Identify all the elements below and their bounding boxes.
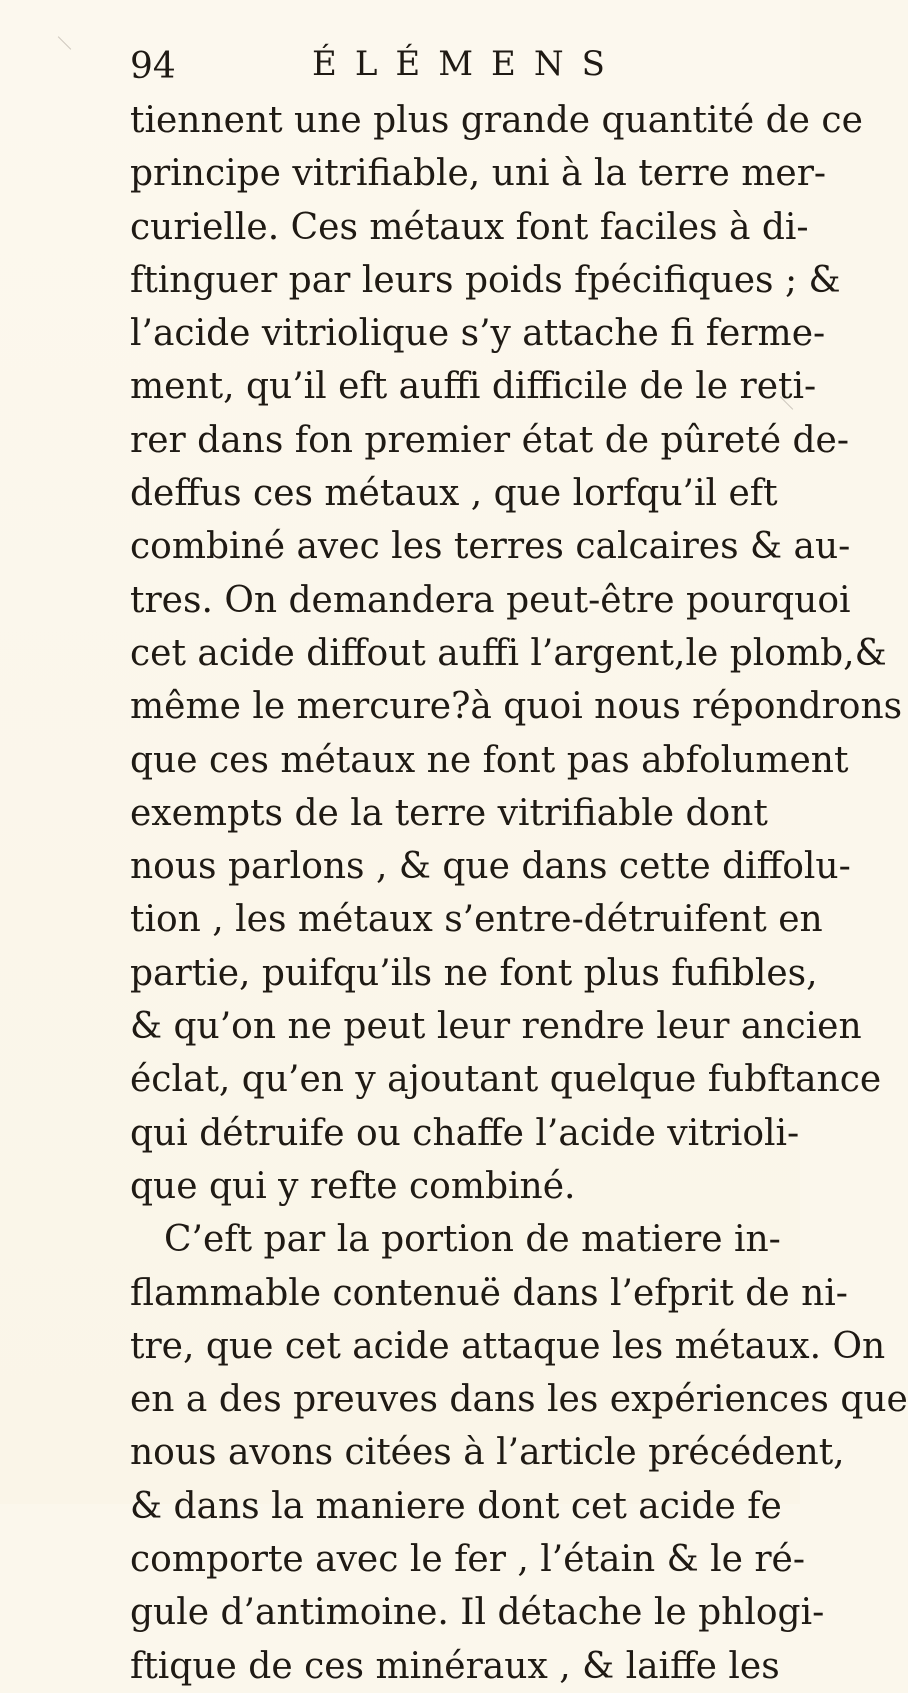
page-number: 94 <box>130 46 176 87</box>
text-line: comporte avec le fer , l’étain & le ré- <box>130 1539 806 1581</box>
text-line: rer dans fon premier état de pûreté de- <box>130 419 849 461</box>
text-line: ment, qu’il eft auffi difficile de le reti- <box>130 366 817 408</box>
text-line: éclat, qu’en y ajoutant quelque fubftance <box>130 1059 882 1101</box>
running-head <box>130 38 730 86</box>
text-line: tre, que cet acide attaque les métaux. On <box>130 1325 886 1367</box>
text-line: & qu’on ne peut leur rendre leur ancien <box>130 1006 862 1048</box>
text-line: flammable contenuë dans l’efprit de ni- <box>130 1272 848 1314</box>
text-line: nous avons citées à l’article précédent, <box>130 1432 845 1474</box>
text-line: tres. On demandera peut-être pourquoi <box>130 579 851 621</box>
text-line: ftique de ces minéraux , & laiffe les <box>130 1645 780 1687</box>
text-line: C’eft par la portion de matiere in- <box>164 1219 781 1261</box>
text-line: principe vitrifiable, uni à la terre mer- <box>130 153 827 195</box>
text-line: gule d’antimoine. Il détache le phlogi- <box>130 1592 825 1634</box>
body-text <box>130 94 908 1693</box>
text-line: qui détruife ou chaffe l’acide vitrioli- <box>130 1112 800 1154</box>
paper-mark <box>58 36 71 49</box>
text-line: que qui y refte combiné. <box>130 1165 576 1207</box>
page-header-title: ÉLÉMENS <box>312 44 623 84</box>
text-line: en a des preuves dans les expériences que <box>130 1379 908 1421</box>
text-line: curielle. Ces métaux font faciles à di- <box>130 206 809 248</box>
text-line: ftinguer par leurs poids fpécifiques ; & <box>130 259 841 301</box>
text-line: tion , les métaux s’entre-détruifent en <box>130 899 823 941</box>
text-line: même le mercure?à quoi nous répondrons <box>130 686 903 728</box>
text-line: exempts de la terre vitrifiable dont <box>130 792 768 834</box>
text-line: combiné avec les terres calcaires & au- <box>130 526 851 568</box>
text-line: que ces métaux ne font pas abfolument <box>130 739 849 781</box>
text-line: & dans la maniere dont cet acide fe <box>130 1485 782 1527</box>
text-line: partie, puifqu’ils ne font plus fufibles, <box>130 952 818 994</box>
text-line: nous parlons , & que dans cette diffolu- <box>130 846 851 888</box>
text-line: cet acide diffout auffi l’argent,le plomb,& <box>130 632 887 674</box>
text-line: deffus ces métaux , que lorfqu’il eft <box>130 473 778 515</box>
text-line: tiennent une plus grande quantité de ce <box>130 100 863 141</box>
text-line: l’acide vitriolique s’y attache fi ferme- <box>130 313 826 355</box>
